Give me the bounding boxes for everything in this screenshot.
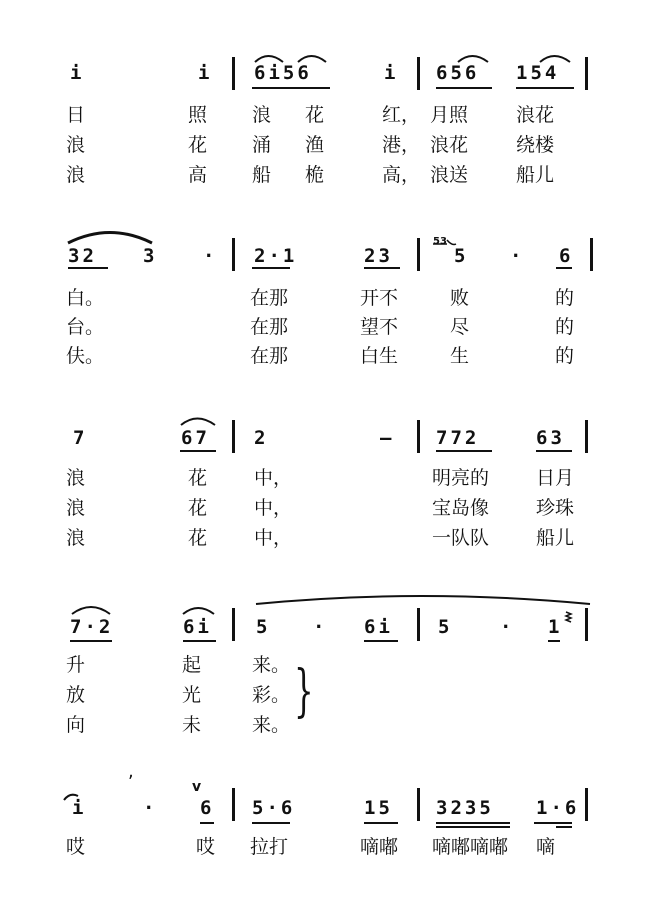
lyric: 在那 — [250, 287, 289, 309]
lyric: 嘀嘟嘀嘟 — [432, 836, 509, 858]
lyric: 的 — [555, 287, 575, 309]
lyric: 日 — [66, 104, 86, 126]
grace-notes: 53 — [433, 236, 447, 247]
note: 15 — [364, 797, 393, 819]
lyric: 渔 — [305, 134, 325, 156]
lyric: 放 — [66, 684, 86, 706]
note: i — [72, 797, 87, 819]
lyric: 月照 — [430, 104, 469, 126]
lyric: 嘀嘟 — [360, 836, 399, 858]
lyric: 浪 — [252, 104, 272, 126]
note: 6 — [200, 797, 215, 819]
note: 6i56 — [254, 62, 312, 84]
lyric: 港， — [382, 134, 421, 156]
note: 2 — [254, 427, 269, 449]
lyric: 在那 — [250, 345, 289, 367]
note: 6i — [183, 616, 212, 638]
lyric: 的 — [555, 345, 575, 367]
lyric: 哎 — [196, 836, 216, 858]
lyric: 照 — [188, 104, 208, 126]
lyric: 一队队 — [432, 527, 490, 549]
lyric: 船儿 — [516, 164, 555, 186]
note: · — [313, 616, 328, 638]
lyric: 拉打 — [250, 836, 289, 858]
breath-mark: v — [192, 779, 202, 795]
note: i — [70, 62, 85, 84]
lyric: 红， — [382, 104, 421, 126]
lyric: 高 — [188, 164, 208, 186]
lyric: 尽 — [450, 316, 470, 338]
lyric: 船 — [252, 164, 272, 186]
note: 154 — [516, 62, 560, 84]
note: 2·1 — [254, 245, 298, 267]
lyric: 浪花 — [516, 104, 555, 126]
lyric: 浪 — [66, 497, 86, 519]
note: 5 — [454, 245, 469, 267]
note: 3235 — [436, 797, 494, 819]
note: 6i — [364, 616, 393, 638]
note: 23 — [364, 245, 393, 267]
lyric: 白。 — [66, 287, 105, 309]
lyric: 船儿 — [536, 527, 575, 549]
lyric: 望不 — [360, 316, 399, 338]
note: 1 — [548, 616, 563, 638]
lyric: 伕。 — [66, 345, 105, 367]
lyric: 中， — [254, 497, 293, 519]
lyric: 嘀 — [536, 836, 556, 858]
note: i — [384, 62, 399, 84]
note: 656 — [436, 62, 480, 84]
note: · — [500, 616, 515, 638]
note: 1·6 — [536, 797, 580, 819]
lyric: 开不 — [360, 287, 399, 309]
note: 32 — [68, 245, 97, 267]
note: 7 — [73, 427, 88, 449]
lyric: 花 — [188, 527, 208, 549]
lyric: 败 — [450, 287, 470, 309]
note: · — [143, 797, 158, 819]
lyric: 浪花 — [430, 134, 469, 156]
lyric: 花 — [305, 104, 325, 126]
lyric: 浪 — [66, 527, 86, 549]
lyric: 花 — [188, 134, 208, 156]
lyric: 桅 — [305, 164, 325, 186]
lyric: 哎 — [66, 836, 86, 858]
note: i — [198, 62, 213, 84]
lyric: 浪 — [66, 467, 86, 489]
lyric: 珍珠 — [536, 497, 575, 519]
lyric: 绕楼 — [516, 134, 555, 156]
note: — — [380, 427, 395, 449]
lyric: 光 — [182, 684, 202, 706]
lyric: 日月 — [536, 467, 575, 489]
lyric: 在那 — [250, 316, 289, 338]
lyric: 浪送 — [430, 164, 469, 186]
note: 5 — [256, 616, 271, 638]
note: 5·6 — [252, 797, 296, 819]
note: 63 — [536, 427, 565, 449]
note: 3 — [143, 245, 158, 267]
lyric: 向 — [66, 714, 86, 736]
note: · — [510, 245, 525, 267]
lyric: 涌 — [252, 134, 272, 156]
lyric: 台。 — [66, 316, 105, 338]
lyric: 花 — [188, 497, 208, 519]
lyric: 浪 — [66, 134, 86, 156]
lyric: 来。 — [252, 714, 291, 736]
lyric: 生 — [450, 345, 470, 367]
lyric: 中， — [254, 527, 293, 549]
brace: } — [294, 659, 314, 724]
lyric: 中， — [254, 467, 293, 489]
lyric: 未 — [182, 714, 202, 736]
lyric: 明亮的 — [432, 467, 490, 489]
note: · — [203, 245, 218, 267]
lyric: 宝岛像 — [432, 497, 490, 519]
lyric: 来。 — [252, 654, 291, 676]
note: 5 — [438, 616, 453, 638]
lyric: 的 — [555, 316, 575, 338]
lyric: 彩。 — [252, 684, 291, 706]
lyric: 花 — [188, 467, 208, 489]
note: 772 — [436, 427, 480, 449]
comma-mark: , — [128, 761, 134, 782]
lyric: 高， — [382, 164, 421, 186]
lyric: 起 — [182, 654, 202, 676]
note: 6 — [559, 245, 574, 267]
lyric: 浪 — [66, 164, 86, 186]
note: 7·2 — [70, 616, 114, 638]
lyric: 升 — [66, 654, 86, 676]
note: 67 — [181, 427, 210, 449]
lyric: 白生 — [360, 345, 399, 367]
